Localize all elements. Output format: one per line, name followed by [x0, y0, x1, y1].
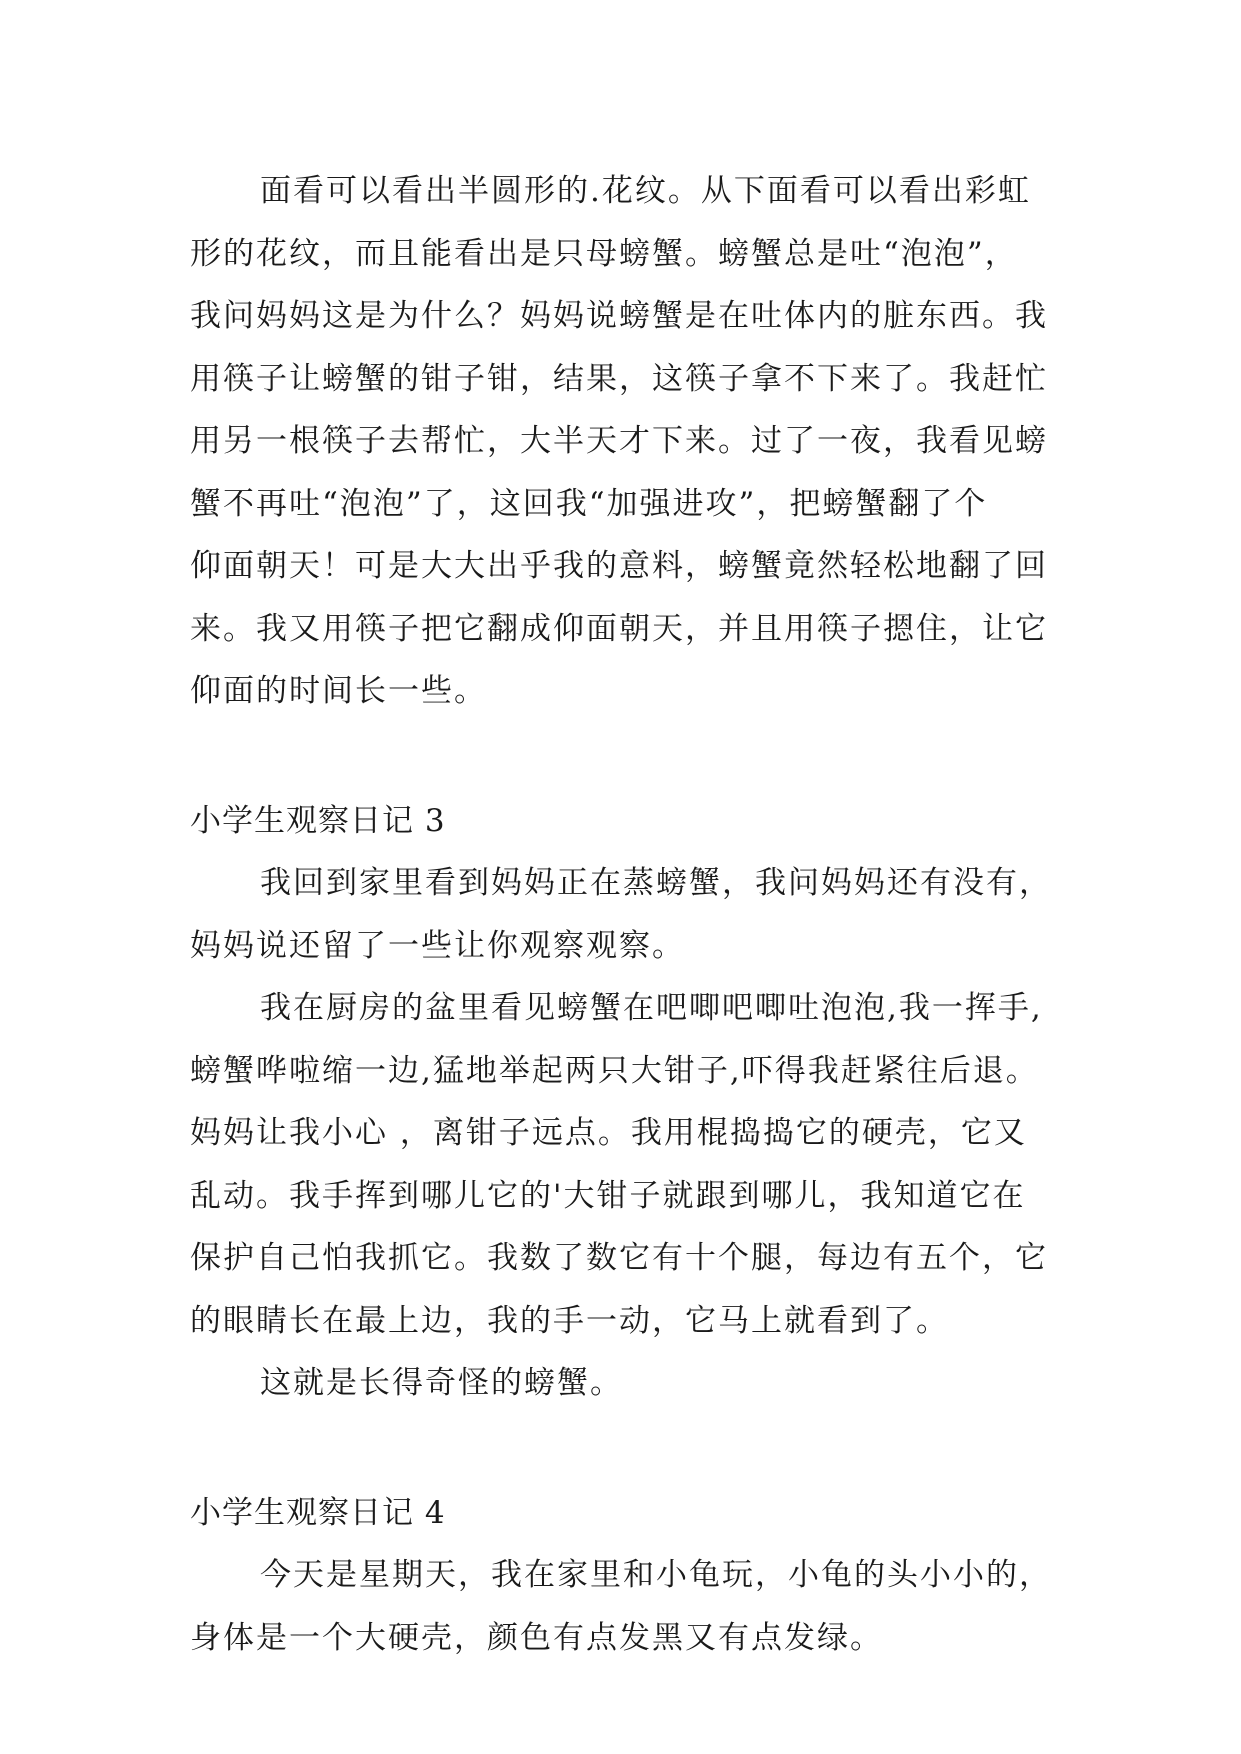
- document-page: [190, 160, 1070, 1669]
- text-line: 用筷子让螃蟹的钳子钳，结果，这筷子拿不下来了。我赶忙: [190, 360, 1048, 397]
- text-line: 我回到家里看到妈妈正在蒸螃蟹，我问妈妈还有没有，: [260, 865, 1052, 901]
- text-line: 面看可以看出半圆形的.花纹。从下面看可以看出彩虹: [260, 173, 1031, 209]
- text-line: 保护自己怕我抓它。我数了数它有十个腿，每边有五个，它: [190, 1240, 1048, 1276]
- text-line: 用另一根筷子去帮忙，大半天才下来。过了一夜，我看见螃: [190, 423, 1048, 459]
- intro-paragraph: [190, 160, 1070, 723]
- text-line: 今天是星期天，我在家里和小龟玩，小龟的头小小的，: [260, 1557, 1052, 1593]
- diary3-paragraph-2: [190, 977, 1070, 1352]
- text-line: 的眼睛长在最上边，我的手一动，它马上就看到了。: [190, 1302, 949, 1339]
- text-line: 仰面朝天！可是大大出乎我的意料，螃蟹竟然轻松地翻了回: [190, 548, 1048, 584]
- diary3-paragraph-1: [190, 852, 1070, 977]
- text-line: 我问妈妈这是为什么？妈妈说螃蟹是在吐体内的脏东西。我: [190, 298, 1048, 334]
- text-line: 这就是长得奇怪的螃蟹。: [260, 1365, 623, 1401]
- text-line: 仰面的时间长一些。: [190, 673, 487, 709]
- diary4-paragraph-1: [190, 1544, 1070, 1669]
- section-gap: [190, 1415, 1070, 1482]
- text-line: 蟹不再吐“泡泡”了，这回我“加强进攻”，把螃蟹翻了个: [190, 485, 988, 522]
- text-line: 乱动。我手挥到哪儿它的'大钳子就跟到哪儿，我知道它在: [190, 1177, 1026, 1214]
- text-line: 妈妈说还留了一些让你观察观察。: [190, 927, 685, 964]
- section-gap: [190, 723, 1070, 790]
- diary4-title: 小学生观察日记 4: [190, 1494, 446, 1531]
- text-line: 身体是一个大硬壳，颜色有点发黑又有点发绿。: [190, 1619, 883, 1656]
- text-line: 我在厨房的盆里看见螃蟹在吧唧吧唧吐泡泡,我一挥手,: [260, 990, 1043, 1026]
- text-line: 形的花纹，而且能看出是只母螃蟹。螃蟹总是吐“泡泡”，: [190, 235, 1018, 272]
- diary3-paragraph-3: [190, 1352, 1070, 1415]
- text-line: 来。我又用筷子把它翻成仰面朝天，并且用筷子摁住，让它: [190, 610, 1048, 647]
- text-line: 妈妈让我小心 ，离钳子远点。我用棍捣捣它的硬壳，它又: [190, 1115, 1027, 1151]
- diary3-title: 小学生观察日记 3: [190, 802, 446, 839]
- text-line: 螃蟹哗啦缩一边,猛地举起两只大钳子,吓得我赶紧往后退。: [190, 1052, 1039, 1089]
